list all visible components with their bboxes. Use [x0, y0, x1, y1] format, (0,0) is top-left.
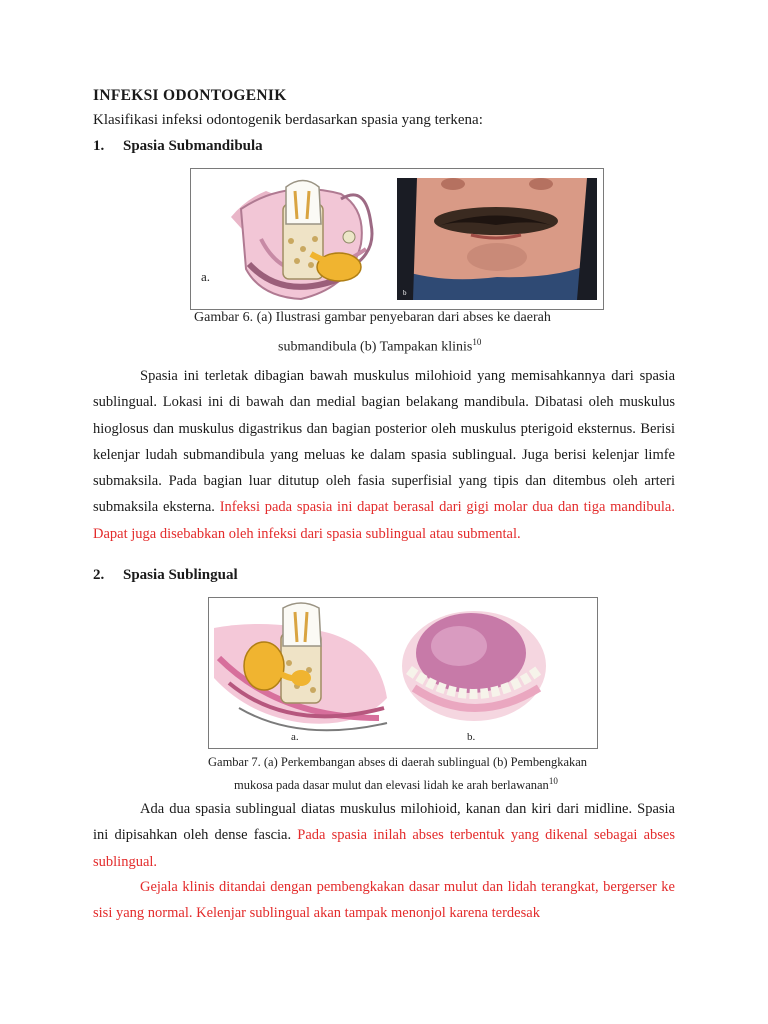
figure-6-illustrations — [191, 169, 603, 309]
section-heading-2 — [93, 567, 238, 584]
figure-6-caption-line2: submandibula (b) Tampakan klinis — [278, 339, 473, 355]
figure-6-caption-line1: Gambar 6. (a) Ilustrasi gambar penyebaran dari abses ke daerah — [194, 310, 551, 325]
submandibular-illustration — [201, 181, 372, 300]
section-2-symptoms-text: Gejala klinis ditandai dengan pembengkakan dasar mulut dan lidah terangkat, bergerser ke sisi yang normal. Kelenjar sublingual akan tampak menonjol karena terdesak — [93, 879, 675, 922]
section-1-text: Spasia ini terletak dibagian bawah muskulus milohioid yang memisahkannya dari spasia sublingual. Lokasi ini di bawah dan medial bagian belakang mandibula. Dibatasi oleh muskulus hioglosus dan muskulus digastrikus dan bagian posterior oleh muskulus pterigoid eksternus. Berisi kelenjar ludah submandibula yang meluas ke dalam spasia sublingual. Juga berisi kelenjar limfe submaksila. Pada bagian luar ditutup oleh fasia superfisial yang tipis dan ditembus oleh arteri submaksila eksterna. — [93, 368, 675, 516]
clinical-photo-face — [397, 178, 597, 300]
sublingual-illustration — [214, 603, 387, 743]
section-number: 1. — [93, 138, 105, 154]
figure-7-illustrations — [209, 598, 597, 748]
figure-7-label-b: b. — [467, 731, 476, 743]
figure-6-caption — [194, 306, 614, 360]
figure-6-label-a: a. — [201, 269, 211, 284]
document-title: INFEKSI ODONTOGENIK — [93, 87, 287, 104]
figure-7-label-a: a. — [291, 731, 299, 743]
figure-6-reference: 10 — [472, 337, 482, 347]
figure-7-caption-line2: mukosa pada dasar mulut dan elevasi lidah ke arah berlawanan — [234, 778, 549, 793]
figure-7-reference: 10 — [548, 776, 558, 786]
section-2-text: Ada dua spasia sublingual diatas muskulus milohioid, kanan dan kiri dari midline. Spasia ini dipisahkan oleh dense fascia. — [93, 801, 675, 844]
section-1-highlight: Infeksi pada spasia ini dapat berasal dari gigi molar dua dan tiga mandibula. Dapat juga disebabkan oleh infeksi dari spasia sublingual atau submental. — [93, 499, 675, 542]
section-2-paragraph-2 — [93, 874, 675, 927]
figure-7-caption — [208, 753, 608, 795]
section-2-paragraph — [93, 796, 675, 875]
figure-7 — [208, 597, 598, 749]
section-1-paragraph — [93, 363, 675, 547]
section-2-highlight: Pada spasia inilah abses terbentuk yang dikenal sebagai abses sublingual. — [93, 827, 676, 870]
section-title: Spasia Sublingual — [123, 567, 238, 583]
clinical-photo-mouth — [402, 611, 546, 743]
intro-text: Klasifikasi infeksi odontogenik berdasarkan spasia yang terkena: — [93, 112, 483, 128]
figure-6-label-b: b — [403, 289, 407, 297]
section-heading-1 — [93, 138, 263, 155]
section-title: Spasia Submandibula — [123, 138, 263, 154]
section-number: 2. — [93, 567, 105, 583]
figure-6 — [190, 168, 604, 310]
figure-7-caption-line1: Gambar 7. (a) Perkembangan abses di daerah sublingual (b) Pembengkakan — [208, 755, 588, 769]
